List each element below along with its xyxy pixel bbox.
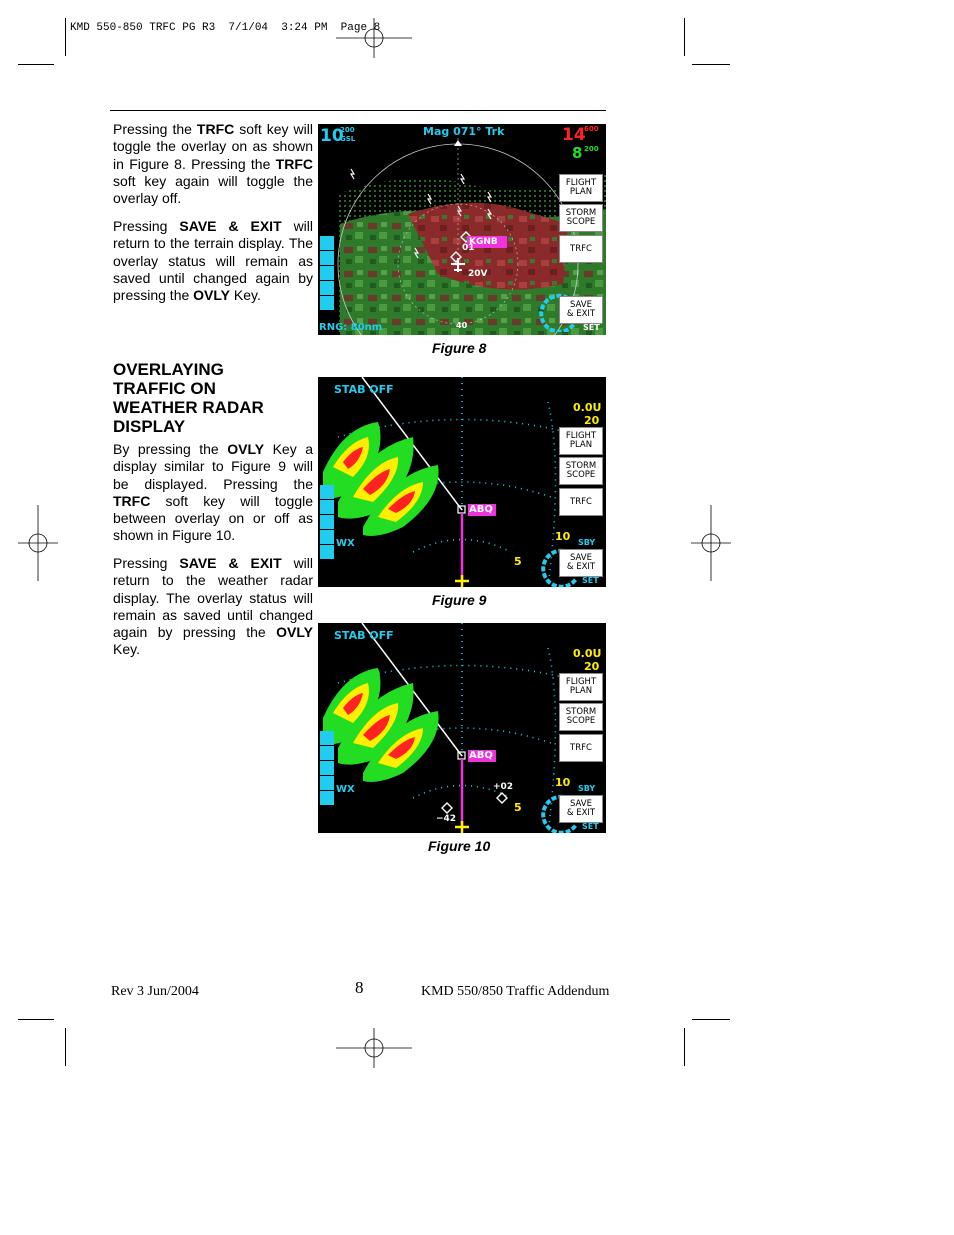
save-exit-softkey[interactable]: SAVE & EXIT (559, 795, 603, 823)
radar-icon (320, 530, 334, 544)
range-mid: 10 (555, 530, 571, 543)
paragraph-save-exit-terrain: Pressing SAVE & EXIT will return to the terrain display. The overlay status will remain as saved until changed again by pressing the OVLY Key. (113, 218, 314, 304)
altitude-sup: 200 (340, 126, 355, 134)
storm-scope-softkey[interactable]: STORM SCOPE (559, 703, 603, 731)
figure-10-weather-radar-traffic (318, 623, 606, 833)
wx-mode: WX (336, 538, 355, 549)
flight-plan-softkey[interactable]: FLIGHT PLAN (559, 174, 603, 202)
moon-icon (320, 281, 334, 295)
save-exit-softkey[interactable]: SAVE & EXIT (559, 549, 603, 577)
altitude-gsl: GSL (340, 135, 356, 143)
paragraph-trfc-toggle: Pressing the TRFC soft key will toggle the overlay on as shown in Figure 8. Pressing the TRFC soft key again will toggle the overlay off. (113, 121, 313, 207)
set-label: SET (582, 822, 599, 831)
overlay-icon-column (320, 236, 335, 311)
trfc-softkey[interactable]: TRFC (559, 488, 603, 516)
snowflake-icon (320, 515, 334, 529)
section-heading: OVERLAYING TRAFFIC ON WEATHER RADAR DISPLAY (113, 360, 264, 436)
snowflake-icon (320, 761, 334, 775)
snowflake-icon (320, 266, 334, 280)
crop-mark (692, 64, 730, 65)
overlay-square-icon (320, 236, 334, 250)
traffic-label: 01 (462, 243, 475, 253)
flight-plan-softkey[interactable]: FLIGHT PLAN (559, 427, 603, 455)
crop-mark (65, 18, 66, 56)
crop-mark (684, 1028, 685, 1066)
stab-status: STAB OFF (334, 383, 394, 396)
waypoint-label: ABQ (469, 504, 493, 515)
green-altitude-sup: 200 (584, 145, 599, 153)
registration-mark-left (18, 505, 58, 581)
wx-mode: WX (336, 784, 355, 795)
set-label: SET (583, 323, 600, 332)
track-readout: Mag 071° Trk (423, 125, 505, 138)
crop-mark (65, 1028, 66, 1066)
figure-9-caption: Figure 9 (432, 592, 487, 608)
storm-scope-softkey[interactable]: STORM SCOPE (559, 457, 603, 485)
registration-mark-right (691, 505, 731, 581)
red-altitude-sup: 600 (584, 125, 599, 133)
sby-status: SBY (578, 784, 596, 793)
crop-mark (684, 18, 685, 56)
header-rule (110, 110, 606, 111)
tilt-readout: 0.0U (573, 401, 602, 414)
crop-mark (692, 1019, 730, 1020)
figure-9-weather-radar (318, 377, 606, 587)
overlay-square-icon (320, 731, 334, 745)
terrain-icon (320, 791, 334, 805)
figure-10-caption: Figure 10 (428, 838, 491, 854)
range-top: 20 (584, 414, 600, 427)
range-readout: RNG: 80nm (319, 322, 383, 333)
waypoint-label: KGNB (469, 237, 498, 247)
print-slug: KMD 550-850 TRFC PG R3 7/1/04 3:24 PM Page 8 (70, 22, 381, 34)
sby-status: SBY (578, 538, 596, 547)
footer-revision: Rev 3 Jun/2004 (111, 984, 199, 999)
paragraph-save-exit-radar: Pressing SAVE & EXIT will return to the weather radar display. The overlay status will remain as saved until changed again by pressing the OVLY Key. (113, 555, 314, 658)
overlay-icon-column (320, 485, 335, 560)
crop-mark (18, 1019, 54, 1020)
radar-icon (320, 776, 334, 790)
trfc-softkey[interactable]: TRFC (559, 235, 603, 263)
storm-scope-softkey[interactable]: STORM SCOPE (559, 204, 603, 232)
waypoint-label: ABQ (469, 750, 493, 761)
paragraph-ovly-key: By pressing the OVLY Key a display similar to Figure 9 will be displayed. Pressing the TRFC soft key will toggle between overlay on or off as shown in Figure 10. (113, 441, 313, 544)
overlay-square-icon (320, 485, 334, 499)
set-label: SET (582, 576, 599, 585)
stab-status: STAB OFF (334, 629, 394, 642)
red-altitude: 14 (562, 125, 586, 145)
figure-8-caption: Figure 8 (432, 340, 487, 356)
page-number: 8 (355, 978, 364, 997)
registration-mark-top (336, 18, 412, 58)
tilt-readout: 0.0U (573, 647, 602, 660)
overlay-icon-column (320, 731, 335, 806)
traffic-label: −42 (436, 814, 457, 824)
range-inner: 5 (514, 555, 522, 568)
trfc-softkey[interactable]: TRFC (559, 734, 603, 762)
terrain-icon (320, 296, 334, 310)
flight-plan-softkey[interactable]: FLIGHT PLAN (559, 673, 603, 701)
footer-title: KMD 550/850 Traffic Addendum (421, 984, 610, 999)
range-mark: 40 (456, 321, 468, 330)
traffic-label: 20V (468, 269, 488, 279)
save-exit-softkey[interactable]: SAVE & EXIT (559, 296, 603, 324)
range-top: 20 (584, 660, 600, 673)
range-inner: 5 (514, 801, 522, 814)
crop-mark (18, 64, 54, 65)
altitude-readout: 10 (320, 126, 344, 146)
lightning-icon (320, 251, 334, 265)
traffic-label: +02 (493, 782, 514, 792)
green-altitude: 8 (572, 144, 583, 162)
lightning-icon (320, 746, 334, 760)
range-mid: 10 (555, 776, 571, 789)
lightning-icon (320, 500, 334, 514)
registration-mark-bottom (336, 1028, 412, 1068)
figure-8-terrain-display (318, 124, 606, 335)
terrain-icon (320, 545, 334, 559)
